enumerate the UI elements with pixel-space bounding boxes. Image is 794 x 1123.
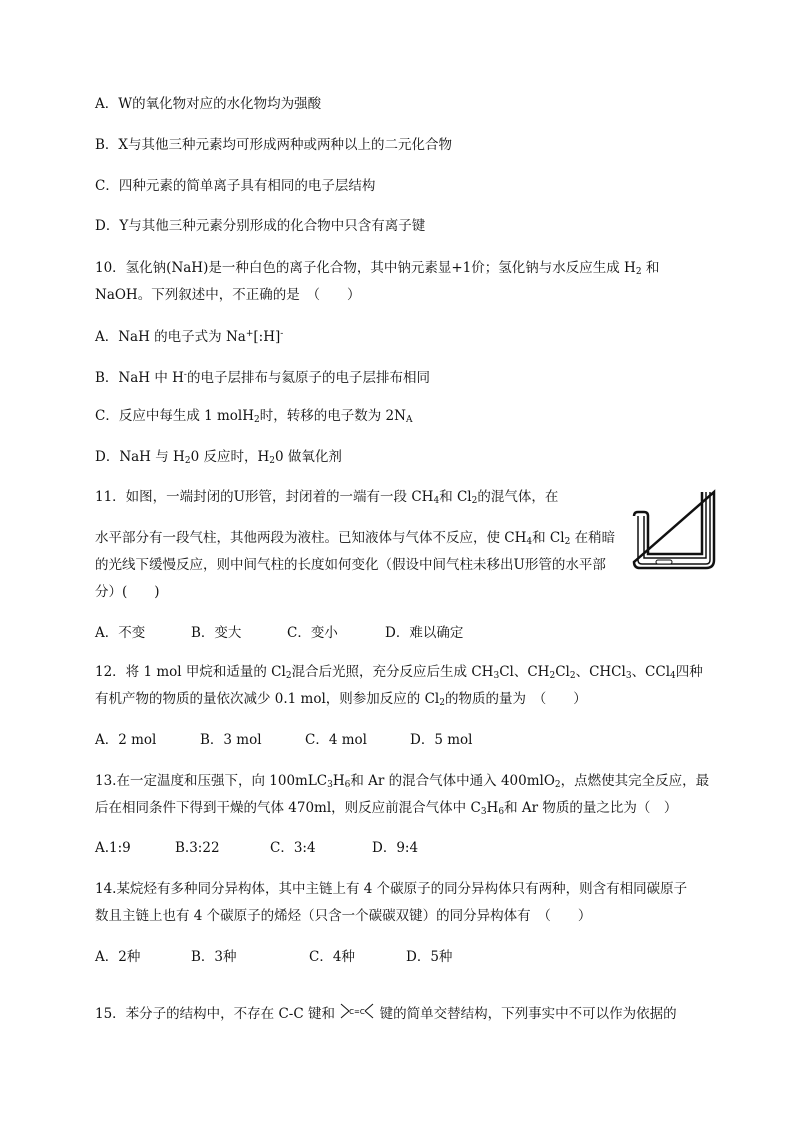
q14-option-c: C．4种 — [309, 949, 355, 965]
q14-stem-line2: 数且主链上也有 4 个碳原子的烯烃（只含一个碳碳双键）的同分异构体有 （ ） — [95, 908, 592, 924]
q11-option-b: B．变大 — [191, 625, 242, 641]
q10-stem-line1: 10．氢化钠(NaH)是一种白色的离子化合物，其中钠元素显+1价；氢化钠与水反应生成 $H_2$ 和 — [95, 260, 660, 277]
q12-option-d: D．5 mol — [410, 732, 473, 748]
q11-option-a: A．不变 — [95, 625, 146, 641]
q11-stem-line1: 11．如图，一端封闭的U形管，封闭着的一端有一段 $CH_4$和 $Cl_2$的混气体，在 — [95, 489, 559, 506]
q12-stem-line2: 有机产物的物质的量依次减少 0.1 mol，则参加反应的 $Cl_2$的物质的量为 （ ） — [95, 691, 587, 708]
double-bond-label: C=C — [349, 1008, 366, 1016]
q12-option-a: A．2 mol — [95, 732, 157, 748]
q10-option-d: D．NaH 与 $H_20$ 反应时，$H_20$ 做氧化剂 — [95, 449, 342, 466]
q14-option-d: D．5种 — [406, 949, 453, 965]
q13-option-b: B.3:22 — [175, 840, 220, 856]
q10-option-b: B．NaH 中 H-的电子层排布与氦原子的电子层排布相同 — [95, 370, 430, 386]
q10-stem-line2: NaOH。下列叙述中，不正确的是 （ ） — [95, 287, 361, 303]
q11-option-d: D．难以确定 — [385, 625, 464, 641]
q10-option-c: C．反应中每生成 1 molH$_2$时，转移的电子数为 $2N_A$ — [95, 408, 413, 425]
q12-option-c: C．4 mol — [305, 732, 367, 748]
q14-option-a: A．2种 — [95, 949, 141, 965]
q9-option-a: A．W的氧化物对应的水化物均为强酸 — [95, 96, 322, 112]
q13-option-d: D．9:4 — [372, 840, 419, 856]
q11-stem-line2: 水平部分有一段气柱，其他两段为液柱。已知液体与气体不反应，使 $CH_4$和 $Cl_2$ 在稍暗 — [95, 530, 616, 547]
q13-stem-line1: 13.在一定温度和压强下，向 $100mLC_3H_6$和 Ar 的混合气体中通入 400mlO$_2$，点燃使其完全反应，最 — [95, 773, 710, 790]
q14-options — [95, 947, 452, 967]
q14-stem-line1: 14.某烷烃有多种同分异构体，其中主链上有 4 个碳原子的同分异构体只有两种，则含有相同碳原子 — [95, 881, 688, 897]
q11-option-c: C．变小 — [287, 625, 338, 641]
q13-option-c: C．3:4 — [270, 840, 316, 856]
double-bond-structure — [339, 1000, 375, 1022]
q12-stem-line1: 12．将 1 mol 甲烷和适量的 $Cl_2$混合后光照，充分反应后生成 $CH_3Cl$、$CH_2Cl_2$、CHCl$_3$、CCl$_4$四种 — [95, 664, 703, 681]
u-tube-figure — [626, 488, 718, 572]
q10-option-a: A．NaH 的电子式为 Na+[:H]- — [95, 329, 284, 345]
q11-stem-line3: 的光线下缓慢反应，则中间气柱的长度如何变化（假设中间气柱未移出U形管的水平部 — [95, 557, 606, 573]
q9-option-d: D．Y与其他三种元素分别形成的化合物中只含有离子键 — [95, 218, 426, 234]
q13-option-a: A.1:9 — [95, 840, 131, 856]
q13-stem-line2: 后在相同条件下得到干燥的气体 470ml，则反应前混合气体中 $C_3H_6$和 Ar 物质的量之比为（ ） — [95, 800, 678, 817]
q12-options — [95, 730, 472, 750]
q11-stem-line4: 分）( ) — [95, 584, 160, 600]
gas-column — [656, 560, 672, 564]
q12-option-b: B．3 mol — [200, 732, 262, 748]
u-tube-outer-wall — [634, 492, 714, 568]
q15-stem: 15．苯分子的结构中，不存在 C-C 键和 C=C 键的简单交替结构，下列事实中不可以作为依据的 — [95, 1000, 677, 1024]
q14-option-b: B．3种 — [191, 949, 237, 965]
q13-options — [95, 838, 418, 858]
q11-options — [95, 623, 463, 643]
q9-option-c: C．四种元素的简单离子具有相同的电子层结构 — [95, 178, 376, 194]
q9-option-b: B．X与其他三种元素均可形成两种或两种以上的二元化合物 — [95, 137, 453, 153]
